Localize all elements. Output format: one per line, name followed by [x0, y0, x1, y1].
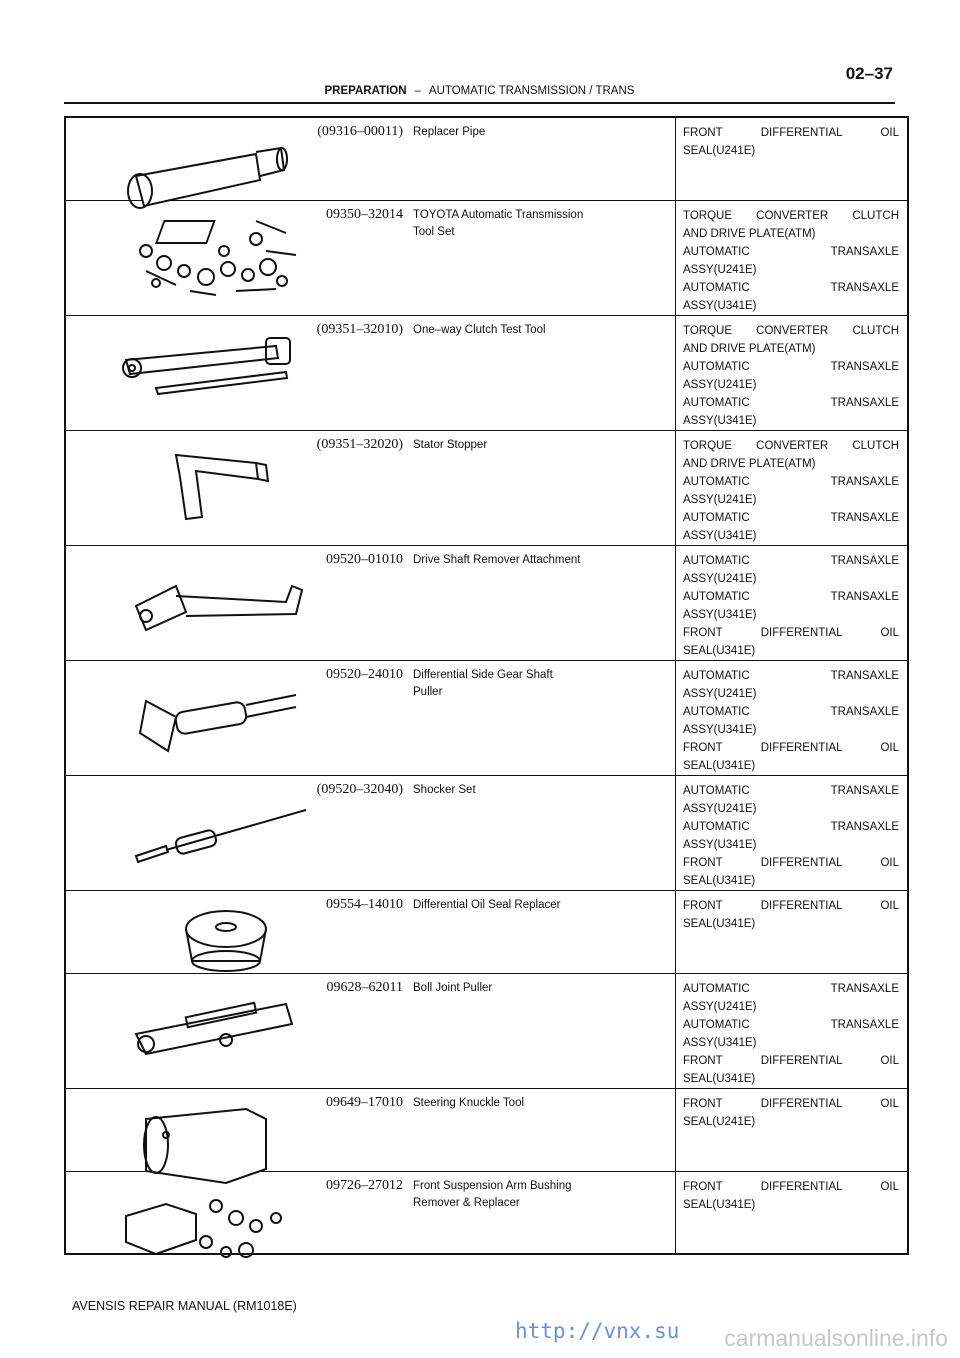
table-row [65, 545, 908, 660]
tool-name-cell [409, 973, 676, 1088]
application-cell [676, 1171, 909, 1254]
tool-name-cell [409, 545, 676, 660]
gear-shaft-puller-icon [106, 671, 306, 763]
tool-name-cell [409, 200, 676, 315]
tool-name: Boll Joint Puller [413, 981, 493, 994]
application-line: AUTOMATIC TRANSAXLE [683, 1018, 899, 1031]
section-name: PREPARATION [324, 85, 407, 97]
header-title [64, 85, 895, 97]
application-cell [676, 775, 909, 890]
part-number: (09520–32040) [316, 781, 403, 797]
tool-name-cell [409, 660, 676, 775]
part-number: 09649–17010 [326, 1094, 403, 1110]
tool-name: Remover & Replacer [413, 1196, 520, 1209]
tool-name-cell [409, 315, 676, 430]
footer-manual-title: AVENSIS REPAIR MANUAL (RM1018E) [72, 1299, 297, 1313]
application-line: AUTOMATIC TRANSAXLE [683, 511, 899, 524]
tool-name-cell [409, 1171, 676, 1254]
application-line: AND DRIVE PLATE(ATM) [683, 227, 816, 240]
tool-cell [65, 545, 409, 660]
application-cell [676, 117, 909, 200]
tool-name: Differential Oil Seal Replacer [413, 898, 561, 911]
application-line: ASSY(U341E) [683, 608, 757, 621]
drive-shaft-remover-icon [106, 556, 306, 648]
application-line: AUTOMATIC TRANSAXLE [683, 245, 899, 258]
application-line: AUTOMATIC TRANSAXLE [683, 705, 899, 718]
part-number: 09628–62011 [326, 979, 403, 995]
application-cell [676, 973, 909, 1088]
application-line: FRONT DIFFERENTIAL OIL [683, 127, 899, 139]
part-number: 09520–01010 [326, 551, 403, 567]
table-row [65, 430, 908, 545]
part-number: (09316–00011) [317, 124, 403, 139]
table-row [65, 315, 908, 430]
tool-name-cell [409, 430, 676, 545]
page-header [64, 64, 895, 104]
part-number: 09726–27012 [326, 1177, 403, 1193]
tool-cell [65, 200, 409, 315]
application-line: AUTOMATIC TRANSAXLE [683, 475, 899, 488]
clutch-test-tool-icon [106, 326, 306, 418]
tool-name: Puller [413, 685, 443, 698]
tool-name-cell [409, 775, 676, 890]
table-row [65, 1088, 908, 1171]
part-number: 09350–32014 [326, 206, 403, 222]
tool-cell [65, 660, 409, 775]
tool-name-cell [409, 1088, 676, 1171]
application-line: AUTOMATIC TRANSAXLE [683, 360, 899, 373]
watermark-url[interactable]: http://vnx.su [515, 1319, 680, 1343]
table-row [65, 117, 908, 200]
tool-cell [65, 973, 409, 1088]
sst-table [64, 116, 909, 1255]
tool-cell [65, 117, 409, 200]
tool-name: Replacer Pipe [413, 126, 486, 138]
tool-set-icon [106, 211, 306, 303]
watermark-site: carmanualsonline.info [724, 1325, 948, 1351]
table-row [65, 775, 908, 890]
tool-cell [65, 1171, 409, 1254]
application-line: AND DRIVE PLATE(ATM) [683, 457, 816, 470]
part-number: 09520–24010 [326, 666, 403, 682]
tool-name: Steering Knuckle Tool [413, 1096, 525, 1109]
tool-name: Tool Set [413, 225, 455, 238]
table-row [65, 200, 908, 315]
section-subtitle: AUTOMATIC TRANSMISSION / TRANS [428, 85, 635, 97]
tool-name: TOYOTA Automatic Transmission [413, 208, 584, 221]
application-line: ASSY(U241E) [683, 263, 757, 276]
application-line: AUTOMATIC TRANSAXLE [683, 669, 899, 682]
application-line: ASSY(U241E) [683, 802, 757, 815]
application-line: FRONT DIFFERENTIAL OIL [683, 856, 899, 869]
application-line: TORQUE CONVERTER CLUTCH [683, 209, 899, 222]
part-number: (09351–32020) [316, 436, 403, 452]
header-separator: – [414, 85, 421, 97]
tool-name-cell [409, 117, 676, 200]
tool-name: Differential Side Gear Shaft [413, 668, 553, 681]
page-number: 02–37 [845, 64, 893, 83]
application-cell [676, 315, 909, 430]
tool-name: Shocker Set [413, 783, 476, 796]
tool-cell [65, 775, 409, 890]
tool-cell [65, 430, 409, 545]
application-line: ASSY(U241E) [683, 687, 757, 700]
table-row [65, 890, 908, 973]
table-row [65, 973, 908, 1088]
application-line: AUTOMATIC TRANSAXLE [683, 554, 899, 567]
application-line: AUTOMATIC TRANSAXLE [683, 982, 899, 995]
application-line: AUTOMATIC TRANSAXLE [683, 396, 899, 409]
application-line: AND DRIVE PLATE(ATM) [683, 342, 816, 355]
application-line: SEAL(U341E) [683, 1072, 756, 1085]
tool-name: Stator Stopper [413, 438, 488, 451]
application-line: FRONT DIFFERENTIAL OIL [683, 1097, 899, 1110]
application-line: ASSY(U241E) [683, 572, 757, 585]
application-cell [676, 1088, 909, 1171]
tool-name: Front Suspension Arm Bushing [413, 1179, 572, 1192]
stator-stopper-icon [106, 441, 306, 533]
application-line: SEAL(U341E) [683, 874, 756, 887]
tool-name: One–way Clutch Test Tool [413, 323, 546, 336]
application-line: AUTOMATIC TRANSAXLE [683, 281, 899, 294]
application-line: TORQUE CONVERTER CLUTCH [683, 439, 899, 452]
application-line: AUTOMATIC TRANSAXLE [683, 784, 899, 797]
application-cell [676, 200, 909, 315]
table-row [65, 1171, 908, 1254]
tool-cell [65, 890, 409, 973]
part-number: (09351–32010) [316, 321, 403, 337]
tool-cell [65, 1088, 409, 1171]
application-line: FRONT DIFFERENTIAL OIL [683, 899, 899, 912]
shocker-set-icon [106, 786, 306, 878]
application-line: ASSY(U341E) [683, 529, 757, 542]
application-line: SEAL(U341E) [683, 644, 756, 657]
application-line: FRONT DIFFERENTIAL OIL [683, 741, 899, 754]
application-line: SEAL(U241E) [683, 1115, 756, 1128]
bushing-remover-icon [106, 1182, 306, 1274]
application-cell [676, 660, 909, 775]
application-line: AUTOMATIC TRANSAXLE [683, 820, 899, 833]
application-line: SEAL(U341E) [683, 759, 756, 772]
application-line: ASSY(U341E) [683, 1036, 757, 1049]
application-line: ASSY(U241E) [683, 493, 757, 506]
application-line: SEAL(U341E) [683, 1198, 756, 1211]
application-line: ASSY(U341E) [683, 723, 757, 736]
application-line: ASSY(U341E) [683, 414, 757, 427]
application-line: FRONT DIFFERENTIAL OIL [683, 1180, 899, 1193]
ball-joint-puller-icon [106, 984, 306, 1076]
application-cell [676, 430, 909, 545]
tool-name-cell [409, 890, 676, 973]
application-cell [676, 545, 909, 660]
application-line: ASSY(U241E) [683, 1000, 757, 1013]
tool-cell [65, 315, 409, 430]
application-line: ASSY(U241E) [683, 378, 757, 391]
application-cell [676, 890, 909, 973]
application-line: FRONT DIFFERENTIAL OIL [683, 1054, 899, 1067]
table-row [65, 660, 908, 775]
application-line: SEAL(U341E) [683, 917, 756, 930]
application-line: TORQUE CONVERTER CLUTCH [683, 324, 899, 337]
application-line: AUTOMATIC TRANSAXLE [683, 590, 899, 603]
application-line: FRONT DIFFERENTIAL OIL [683, 626, 899, 639]
tool-name: Drive Shaft Remover Attachment [413, 553, 581, 566]
application-line: ASSY(U341E) [683, 299, 757, 312]
application-line: SEAL(U241E) [683, 145, 756, 157]
application-line: ASSY(U341E) [683, 838, 757, 851]
part-number: 09554–14010 [326, 896, 403, 912]
